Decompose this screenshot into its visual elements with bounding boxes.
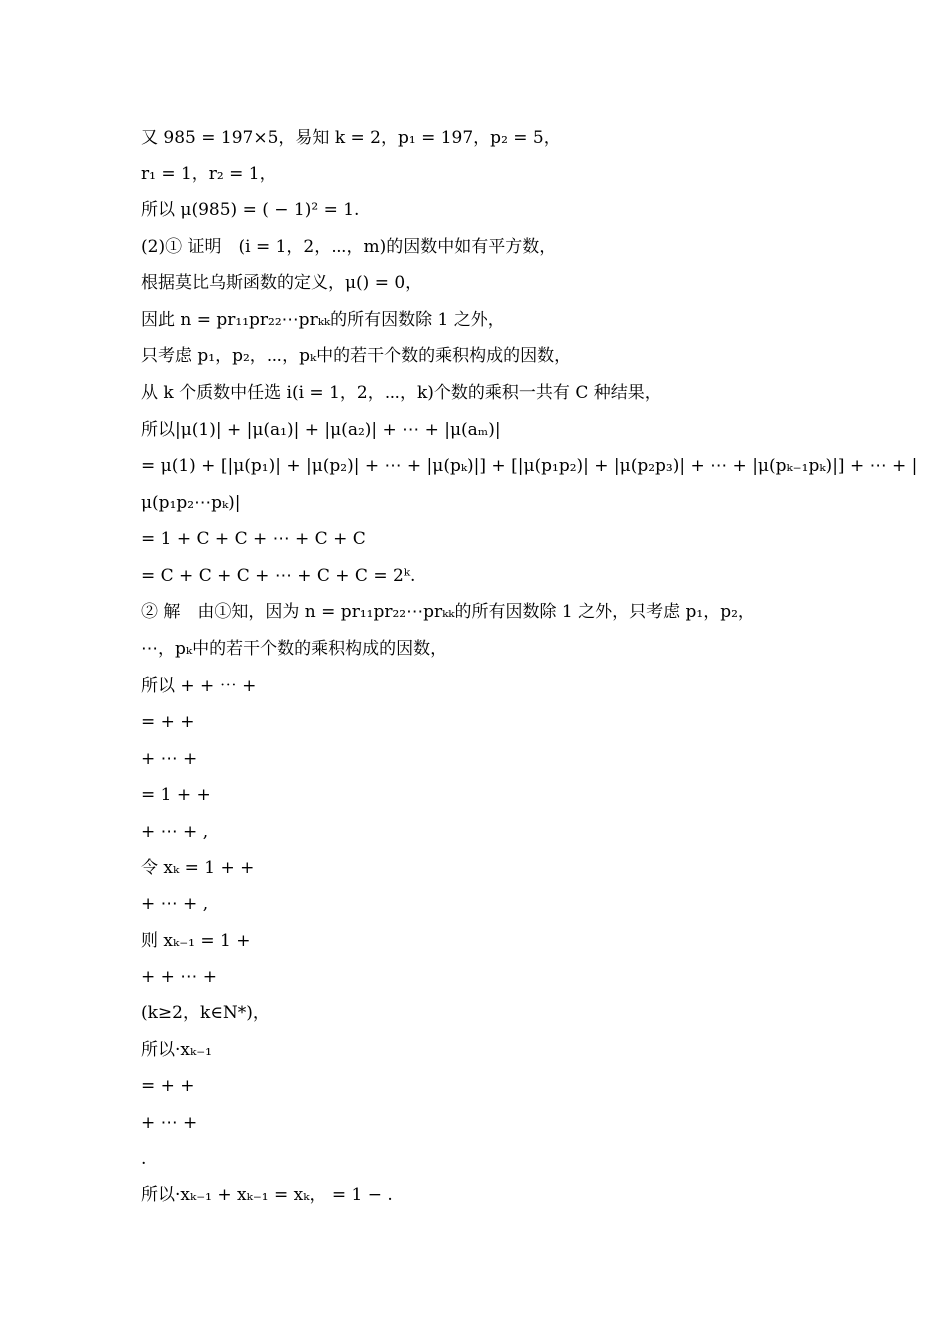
text-line: + + ⋯ + [141,967,217,987]
text-line: 从 k 个质数中任选 i(i = 1，2，⋯，k)个数的乘积一共有 C 种结果， [141,383,662,403]
text-line: r₁ = 1，r₂ = 1， [141,164,277,184]
text-line: = + + [141,1076,195,1096]
text-line: 又 985 = 197×5，易知 k = 2，p₁ = 197，p₂ = 5， [141,128,561,148]
text-line: 因此 n = pr₁₁pr₂₂⋯prₖₖ的所有因数除 1 之外， [141,310,505,330]
text-line: 根据莫比乌斯函数的定义，μ() = 0， [141,273,423,293]
text-line: = 1 + + [141,785,211,805]
text-line: (2)① 证明 (i = 1，2，⋯，m)的因数中如有平方数， [141,237,557,257]
text-line: 只考虑 p₁，p₂，⋯，pₖ中的若干个数的乘积构成的因数， [141,346,572,366]
text-line: 所以·xₖ₋₁ [141,1040,212,1060]
text-line: μ(p₁p₂⋯pₖ)| [141,493,241,513]
text-line: = C + C + C + ⋯ + C + C = 2ᵏ. [141,566,416,586]
text-line: 令 xₖ = 1 + + [141,858,255,878]
text-line: + ⋯ + , [141,822,209,842]
text-line: 所以 + + ⋯ + [141,676,257,696]
text-line: = μ(1) + [|μ(p₁)| + |μ(p₂)| + ⋯ + |μ(pₖ)|] + [|μ(p₁p₂)| + |μ(p₂p₃)| + ⋯ + |μ(pₖ₋₁pₖ)|] + ⋯ + | [141,456,918,476]
text-line: ② 解 由①知，因为 n = pr₁₁pr₂₂⋯prₖₖ的所有因数除 1 之外，只考虑 p₁，p₂， [141,602,755,622]
text-line: + ⋯ + [141,749,198,769]
text-line: 则 xₖ₋₁ = 1 + [141,931,251,951]
text-line: ⋯，pₖ中的若干个数的乘积构成的因数， [141,639,448,659]
text-line: 所以·xₖ₋₁ + xₖ₋₁ = xₖ， = 1 − . [141,1185,393,1205]
text-line: + ⋯ + , [141,894,209,914]
text-line: = 1 + C + C + ⋯ + C + C [141,529,366,549]
text-line: 所以|μ(1)| + |μ(a₁)| + |μ(a₂)| + ⋯ + |μ(aₘ)| [141,420,501,440]
text-line: . [141,1149,147,1169]
text-line: + ⋯ + [141,1113,198,1133]
text-line: (k≥2，k∈N*)， [141,1003,270,1023]
text-line: = + + [141,712,195,732]
text-line: 所以 μ(985) = ( − 1)² = 1. [141,200,360,220]
